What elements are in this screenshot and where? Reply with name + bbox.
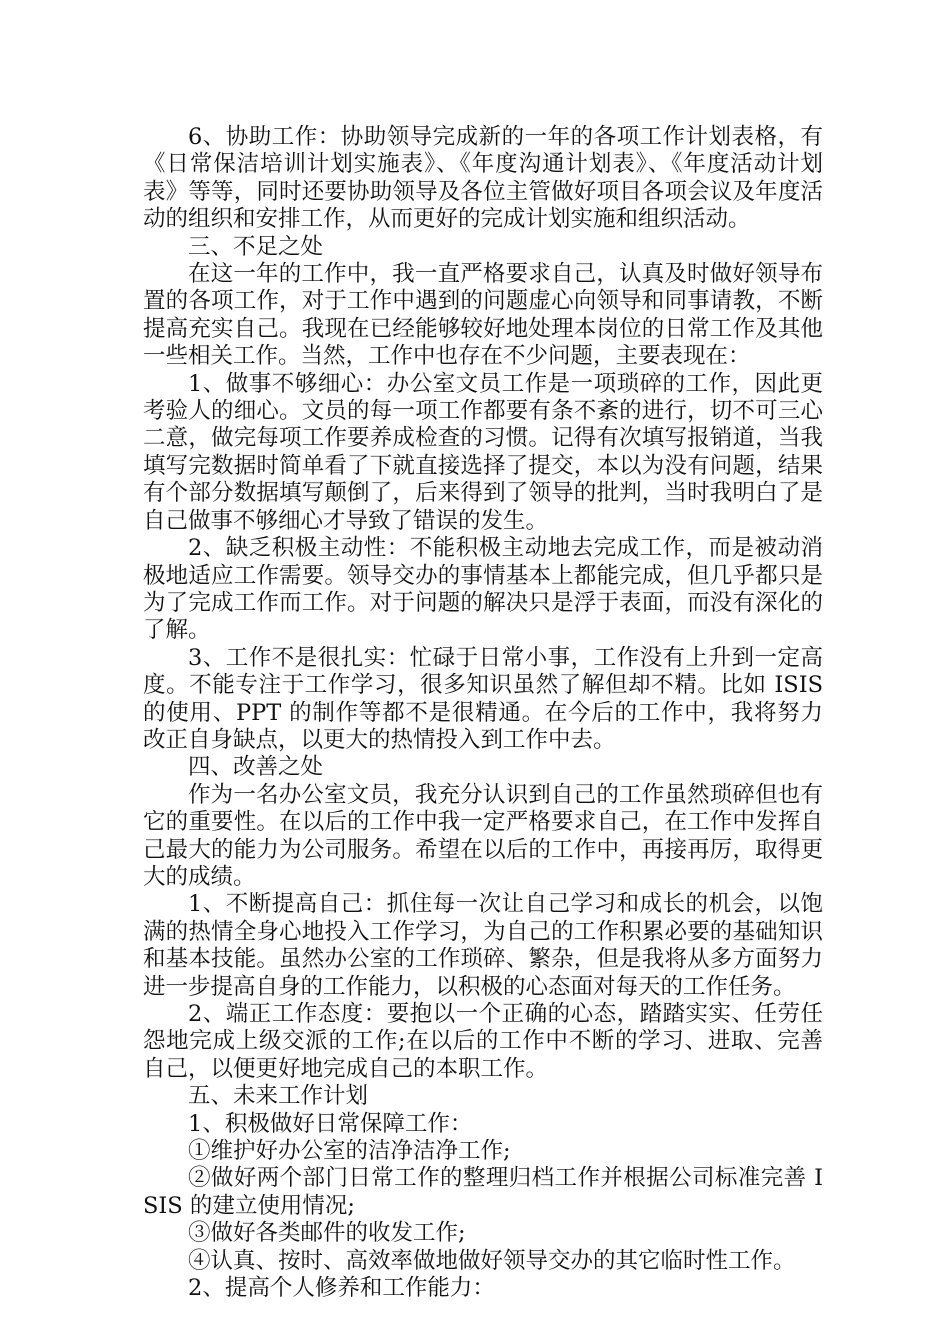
paragraph-not-careful: 1、做事不够细心：办公室文员工作是一项琐碎的工作，因此更考验人的细心。文员的每一项工作都要有条不紊的进行，切不可三心二意，做完每项工作要养成检查的习惯。记得有次填写报销道，当我填写完数据时简单看了下就直接选择了提交，本以为没有问题，结果有个部分数据填写颠倒了，后来得到了领导的批判，当时我明白了是自己做事不够细心才导致了错误的发生。 [143, 370, 823, 534]
paragraph-personal-growth: 2、提高个人修养和工作能力： [188, 1275, 495, 1302]
paragraph-year-summary: 在这一年的工作中，我一直严格要求自己，认真及时做好领导布置的各项工作，对于工作中遇到的问题虚心向领导和同事请教，不断提高充实自己。我现在已经能够较好地处理本岗位的日常工作及其他一些相关工作。当然，工作中也存在不少问题，主要表现在： [143, 261, 823, 370]
list-item-office-clean: ①维护好办公室的洁净洁净工作; [188, 1138, 511, 1165]
paragraph-daily-support: 1、积极做好日常保障工作： [188, 1110, 473, 1137]
paragraph-as-clerk: 作为一名办公室文员，我充分认识到自己的工作虽然琐碎但也有它的重要性。在以后的工作中我一定严格要求自己，在工作中发挥自己最大的能力为公司服务。希望在以后的工作中，再接再厉，取得更大的成绩。 [143, 781, 823, 890]
heading-improvements: 四、改善之处 [188, 754, 324, 781]
list-item-archive: ②做好两个部门日常工作的整理归档工作并根据公司标准完善 ISIS 的建立使用情况; [143, 1165, 823, 1219]
paragraph-assist-work: 6、协助工作：协助领导完成新的一年的各项工作计划表格，有《日常保洁培训计划实施表》、《年度沟通计划表》、《年度活动计划表》等等，同时还要协助领导及各位主管做好项目各项会议及年度活动的组织和安排工作，从而更好的完成计划实施和组织活动。 [143, 124, 823, 233]
heading-future-plan: 五、未来工作计划 [188, 1083, 369, 1110]
heading-shortcomings: 三、不足之处 [188, 233, 324, 260]
paragraph-lack-initiative: 2、缺乏积极主动性：不能积极主动地去完成工作，而是被动消极地适应工作需要。领导交办的事情基本上都能完成，但几乎都只是为了完成工作而工作。对于问题的解决只是浮于表面，而没有深化的了解。 [143, 535, 823, 644]
list-item-temp-work: ④认真、按时、高效率做地做好领导交办的其它临时性工作。 [188, 1247, 796, 1274]
document-page [143, 124, 823, 1302]
list-item-mail: ③做好各类邮件的收发工作; [188, 1220, 466, 1247]
paragraph-not-solid: 3、工作不是很扎实：忙碌于日常小事，工作没有上升到一定高度。不能专注于工作学习，很多知识虽然了解但却不精。比如 ISIS 的使用、PPT 的制作等都不是很精通。在今后的工作中，我将努力改正自身缺点，以更大的热情投入到工作中去。 [143, 644, 823, 753]
paragraph-attitude: 2、端正工作态度：要抱以一个正确的心态，踏踏实实、任劳任怨地完成上级交派的工作;在以后的工作中不断的学习、进取、完善自己，以便更好地完成自己的本职工作。 [143, 1001, 823, 1082]
paragraph-improve-self: 1、不断提高自己：抓住每一次让自己学习和成长的机会，以饱满的热情全身心地投入工作学习，为自己的工作积累必要的基础知识和基本技能。虽然办公室的工作琐碎、繁杂，但是我将从多方面努力进一步提高自身的工作能力，以积极的心态面对每天的工作任务。 [143, 891, 823, 1000]
